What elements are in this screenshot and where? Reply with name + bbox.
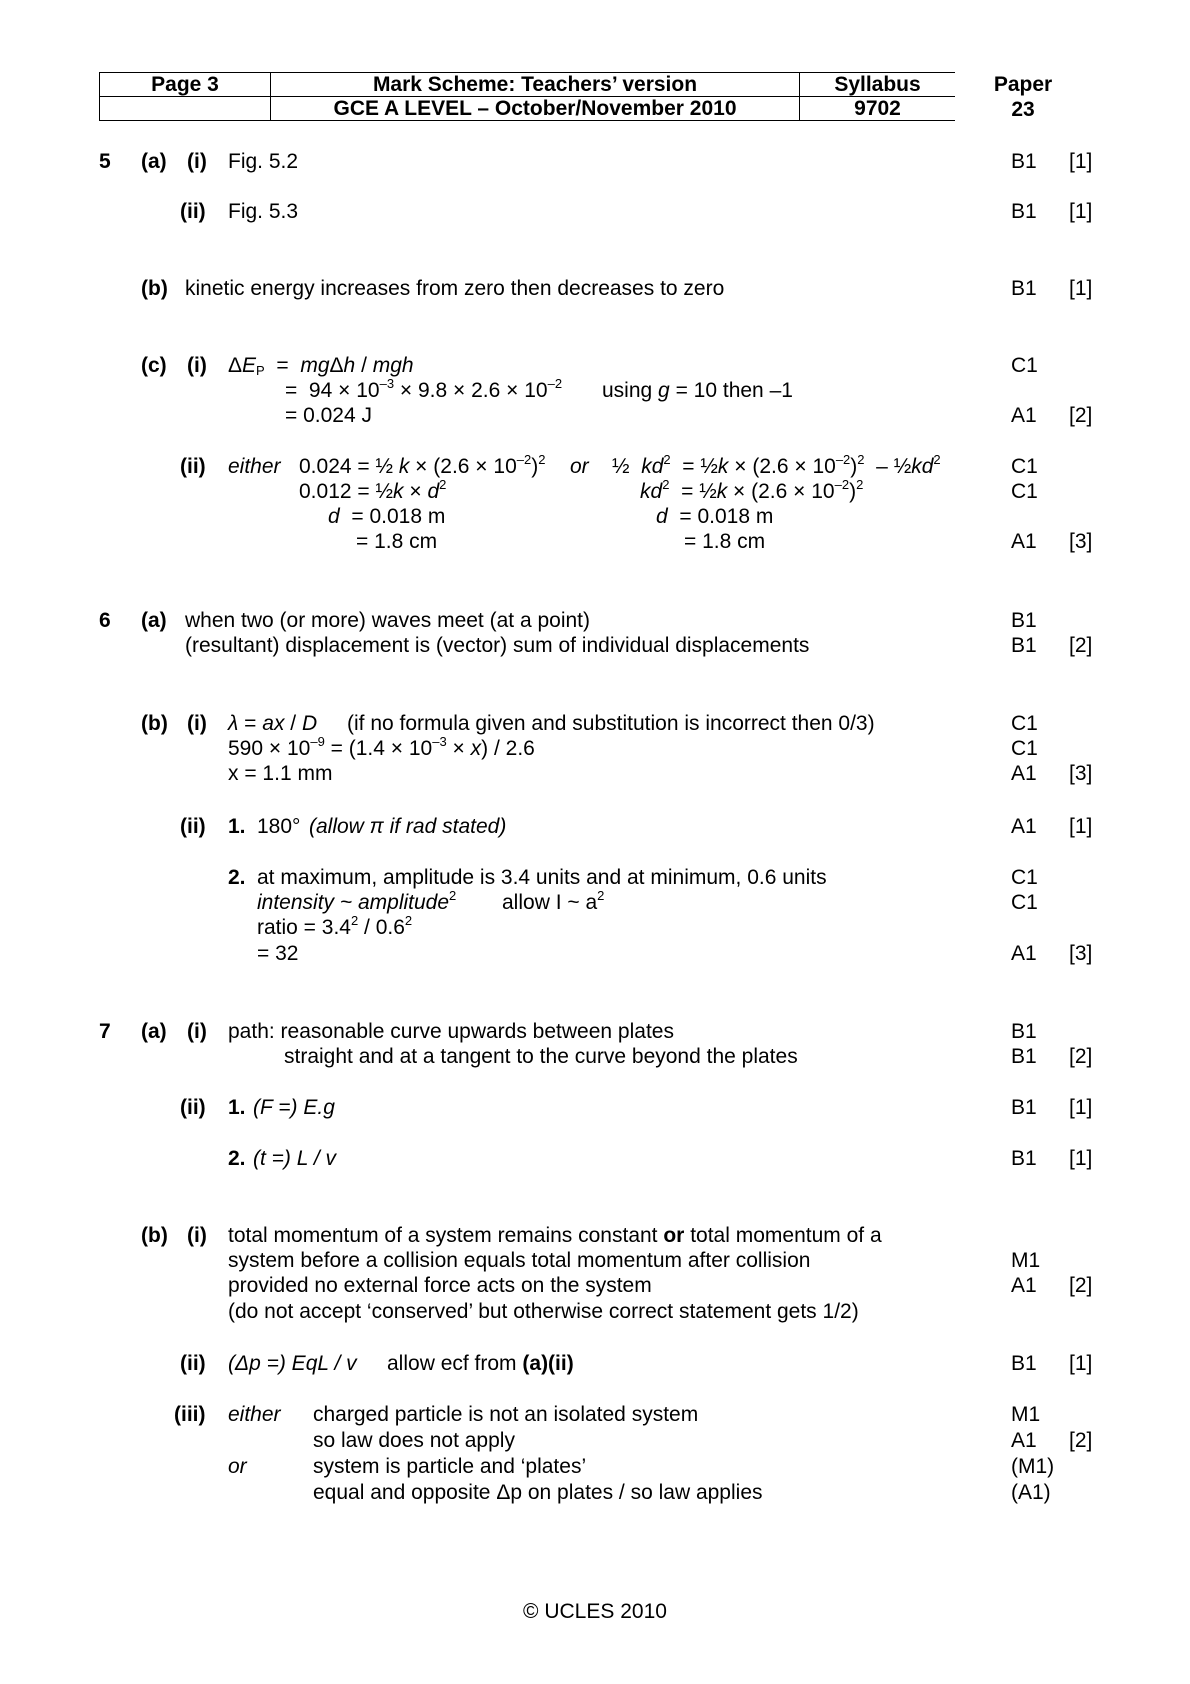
formula-line: ratio = $3.4^2 / 0.6^2$ <box>257 913 413 939</box>
mark-code: C1 <box>1011 712 1038 735</box>
mark-total: [1] <box>1069 200 1093 223</box>
formula-line: 0.012 = ½k × $d^2$ <box>299 477 447 503</box>
header-syllabus: 9702 <box>800 97 956 121</box>
allow-note: allow ecf from (a)(ii) <box>387 1352 574 1375</box>
subpart-label: (i) <box>187 150 207 173</box>
part-label: (c) <box>141 354 167 377</box>
formula-line: ½ $kd^2$ = ½k × $(2.6 \times 10^{-2})^2$ – $\frac{1}{2}kd^2$ <box>612 452 941 478</box>
header-table <box>99 72 955 121</box>
allow-note: allow I ~ $a^2$ <box>502 888 605 914</box>
part-label: (a) <box>141 150 167 173</box>
answer-text: Fig. 5.3 <box>228 200 299 223</box>
mark-total: [2] <box>1069 1274 1093 1297</box>
question-number: 7 <box>99 1020 111 1043</box>
mark-code: A1 <box>1011 530 1037 553</box>
mark-total: [1] <box>1069 815 1093 838</box>
or-label: or <box>228 1455 247 1478</box>
mark-code: A1 <box>1011 762 1037 785</box>
header-page: Page 3 <box>100 73 271 97</box>
subpart-label: (iii) <box>174 1403 206 1426</box>
mark-total: [2] <box>1069 1045 1093 1068</box>
either-label: either <box>228 1403 281 1426</box>
header-paper-label: Paper <box>993 73 1053 96</box>
answer-text: equal and opposite Δp on plates / so law applies <box>313 1481 763 1504</box>
header-subtitle: GCE A LEVEL – October/November 2010 <box>271 97 800 121</box>
mark-total: [1] <box>1069 1147 1093 1170</box>
mark-total: [3] <box>1069 942 1093 965</box>
answer-text: at maximum, amplitude is 3.4 units and at minimum, 0.6 units <box>257 866 827 889</box>
answer-text: when two (or more) waves meet (at a point) <box>185 609 590 632</box>
question-number: 5 <box>99 150 111 173</box>
item-number: 1. <box>228 815 246 838</box>
header-syllabus-label: Syllabus <box>800 73 956 97</box>
mark-code: B1 <box>1011 1020 1037 1043</box>
mark-code: C1 <box>1011 480 1038 503</box>
item-number: 2. <box>228 866 246 889</box>
mark-code: A1 <box>1011 942 1037 965</box>
subpart-label: (ii) <box>180 1352 206 1375</box>
footer-copyright: © UCLES 2010 <box>523 1600 667 1623</box>
mark-code: M1 <box>1011 1249 1041 1272</box>
answer-text: system before a collision equals total momentum after collision <box>228 1249 811 1272</box>
formula-line: $590 \times 10^{-9} = (1.4 \times 10^{-3} \times x) / 2.6$ <box>228 734 535 760</box>
question-number: 6 <box>99 609 111 632</box>
subpart-label: (ii) <box>180 200 206 223</box>
subpart-label: (i) <box>187 1020 207 1043</box>
subpart-label: (i) <box>187 354 207 377</box>
answer-text: (do not accept ‘conserved’ but otherwise correct statement gets 1/2) <box>228 1300 859 1323</box>
mark-total: [1] <box>1069 277 1093 300</box>
mark-code: B1 <box>1011 150 1037 173</box>
header-title: Mark Scheme: Teachers’ version <box>271 73 800 97</box>
subpart-label: (ii) <box>180 455 206 478</box>
mark-total: [2] <box>1069 404 1093 427</box>
formula-line: = 1.8 cm <box>356 530 438 553</box>
formula-line: = $94 \times 10^{-3} \times 9.8 \times 2.6 \times 10^{-2}$ <box>285 376 563 402</box>
answer-text: (resultant) displacement is (vector) sum of individual displacements <box>185 634 810 657</box>
answer-text: total momentum of a system remains constant or total momentum of a <box>228 1224 882 1247</box>
item-number: 1. <box>228 1096 246 1119</box>
mark-total: [3] <box>1069 762 1093 785</box>
answer-text: straight and at a tangent to the curve beyond the plates <box>284 1045 798 1068</box>
formula-line: 0.024 = ½ $k \times (2.6 \times 10^{-2})^2$ <box>299 452 546 478</box>
answer-text: charged particle is not an isolated system <box>313 1403 699 1426</box>
subpart-label: (i) <box>187 712 207 735</box>
mark-code: B1 <box>1011 1147 1037 1170</box>
mark-code: A1 <box>1011 404 1037 427</box>
mark-code: A1 <box>1011 1274 1037 1297</box>
mark-code: C1 <box>1011 455 1038 478</box>
subpart-label: (ii) <box>180 1096 206 1119</box>
mark-code: B1 <box>1011 1045 1037 1068</box>
header-paper: 23 <box>1011 98 1035 121</box>
answer-text: system is particle and ‘plates’ <box>313 1455 587 1478</box>
answer-text: Fig. 5.2 <box>228 150 299 173</box>
subpart-label: (i) <box>187 1224 207 1247</box>
mark-total: [1] <box>1069 1352 1093 1375</box>
mark-total: [2] <box>1069 1429 1093 1452</box>
answer-text: (Δp =) EqL / v <box>228 1352 357 1375</box>
mark-total: [2] <box>1069 634 1093 657</box>
mark-code: B1 <box>1011 1352 1037 1375</box>
mark-code: C1 <box>1011 866 1038 889</box>
header-empty <box>100 97 271 121</box>
mark-code: A1 <box>1011 815 1037 838</box>
mark-code: M1 <box>1011 1403 1041 1426</box>
part-label: (b) <box>141 277 168 300</box>
formula-note: using g = 10 then –1 <box>602 379 793 402</box>
mark-code: C1 <box>1011 354 1038 377</box>
mark-total: [1] <box>1069 1096 1093 1119</box>
mark-total: [1] <box>1069 150 1093 173</box>
answer-text: kinetic energy increases from zero then decreases to zero <box>185 277 725 300</box>
mark-code: B1 <box>1011 200 1037 223</box>
mark-code: (M1) <box>1011 1455 1055 1478</box>
or-label: or <box>570 455 589 478</box>
subpart-label: (ii) <box>180 815 206 838</box>
formula-line: λ = ax / D <box>228 712 318 735</box>
mark-total: [3] <box>1069 530 1093 553</box>
allow-note: (allow π if rad stated) <box>309 815 507 838</box>
formula-line: = 32 <box>257 942 299 965</box>
mark-code: C1 <box>1011 737 1038 760</box>
mark-code: B1 <box>1011 1096 1037 1119</box>
mark-code: C1 <box>1011 891 1038 914</box>
formula-line: $\Delta E_P = mg\Delta h$ / mgh <box>228 354 414 378</box>
mark-code: B1 <box>1011 609 1037 632</box>
answer-text: 180° <box>257 815 301 838</box>
formula-line: x = 1.1 mm <box>228 762 333 785</box>
answer-text: path: reasonable curve upwards between plates <box>228 1020 674 1043</box>
either-label: either <box>228 455 281 478</box>
formula-line: d = 0.018 m <box>328 505 446 528</box>
formula-line: = 0.024 J <box>285 404 372 427</box>
mark-code: B1 <box>1011 277 1037 300</box>
formula-line: intensity ~ amplitude$^2$ <box>257 888 457 914</box>
formula-line: $kd^2$ = ½k × $(2.6 \times 10^{-2})^2$ <box>640 477 864 503</box>
answer-text: (F =) E.g <box>253 1096 335 1119</box>
part-label: (b) <box>141 1224 168 1247</box>
mark-code: B1 <box>1011 634 1037 657</box>
mark-code: (A1) <box>1011 1481 1051 1504</box>
part-label: (a) <box>141 609 167 632</box>
part-label: (b) <box>141 712 168 735</box>
answer-text: provided no external force acts on the system <box>228 1274 652 1297</box>
formula-line: d = 0.018 m <box>656 505 774 528</box>
part-label: (a) <box>141 1020 167 1043</box>
formula-note: (if no formula given and substitution is incorrect then 0/3) <box>347 712 875 735</box>
answer-text: so law does not apply <box>313 1429 515 1452</box>
answer-text: (t =) L / v <box>253 1147 337 1170</box>
item-number: 2. <box>228 1147 246 1170</box>
mark-code: A1 <box>1011 1429 1037 1452</box>
formula-line: = 1.8 cm <box>684 530 766 553</box>
